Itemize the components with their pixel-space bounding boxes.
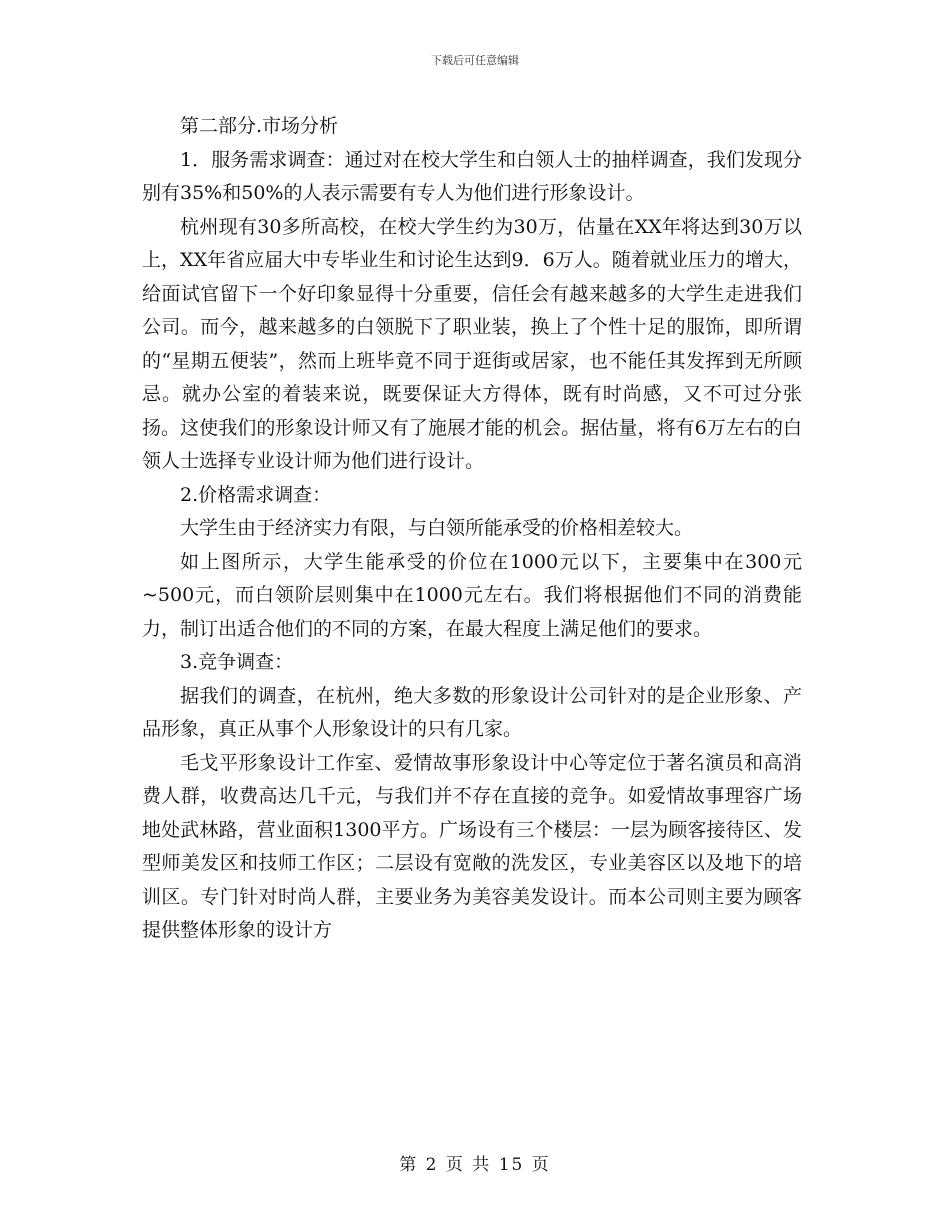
paragraph-hangzhou-market: 杭州现有30多所高校，在校大学生约为30万，估量在XX年将达到30万以上，XX年省应届大中专毕业生和讨论生达到9．6万人。随着就业压力的增大，给面试官留下一个好印象显得十分重要，信任会有越来越多的大学生走进我们公司。而今，越来越多的白领脱下了职业装，换上了个性十足的服饰，即所谓的“星期五便装”，然而上班毕竟不同于逛街或居家，也不能任其发挥到无所顾忌。就办公室的着装来说，既要保证大方得体，既有时尚感，又不可过分张扬。这使我们的形象设计师又有了施展才能的机会。据估量，将有6万左右的白领人士选择专业设计师为他们进行设计。 (142, 215, 802, 472)
paragraph-competitors: 毛戈平形象设计工作室、爱情故事形象设计中心等定位于著名演员和高消费人群，收费高达几千元，与我们并不存在直接的竞争。如爱情故事理容广场地处武林路，营业面积1300平方。广场设有三个楼层：一层为顾客接待区、发型师美发区和技师工作区；二层设有宽敞的洗发区，专业美容区以及地下的培训区。专门针对时尚人群，主要业务为美容美发设计。而本公司则主要为顾客提供整体形象的设计方 (142, 751, 802, 941)
paragraph-price-range: 如上图所示，大学生能承受的价位在1000元以下，主要集中在300元~500元，而白领阶层则集中在1000元左右。我们将根据他们不同的消费能力，制订出适合他们的不同的方案，在最大程度上满足他们的要求。 (142, 550, 802, 640)
heading-competition: 3.竞争调查： (180, 651, 294, 673)
page-number: 第 2 页 共 15 页 (399, 1155, 551, 1175)
page-header-note: 下载后可任意编辑 (431, 54, 519, 67)
paragraph-price-student: 大学生由于经济实力有限，与白领所能承受的价格相差较大。 (180, 517, 694, 539)
section-title: 第二部分.市场分析 (180, 115, 339, 137)
paragraph-service-demand: 1．服务需求调查：通过对在校大学生和白领人士的抽样调查，我们发现分别有35%和50%的人表示需要有专人为他们进行形象设计。 (142, 148, 802, 204)
paragraph-competition-survey: 据我们的调查，在杭州，绝大多数的形象设计公司针对的是企业形象、产品形象，真正从事个人形象设计的只有几家。 (142, 684, 802, 740)
document-body (142, 110, 802, 948)
heading-price-demand: 2.价格需求调查： (180, 483, 332, 506)
